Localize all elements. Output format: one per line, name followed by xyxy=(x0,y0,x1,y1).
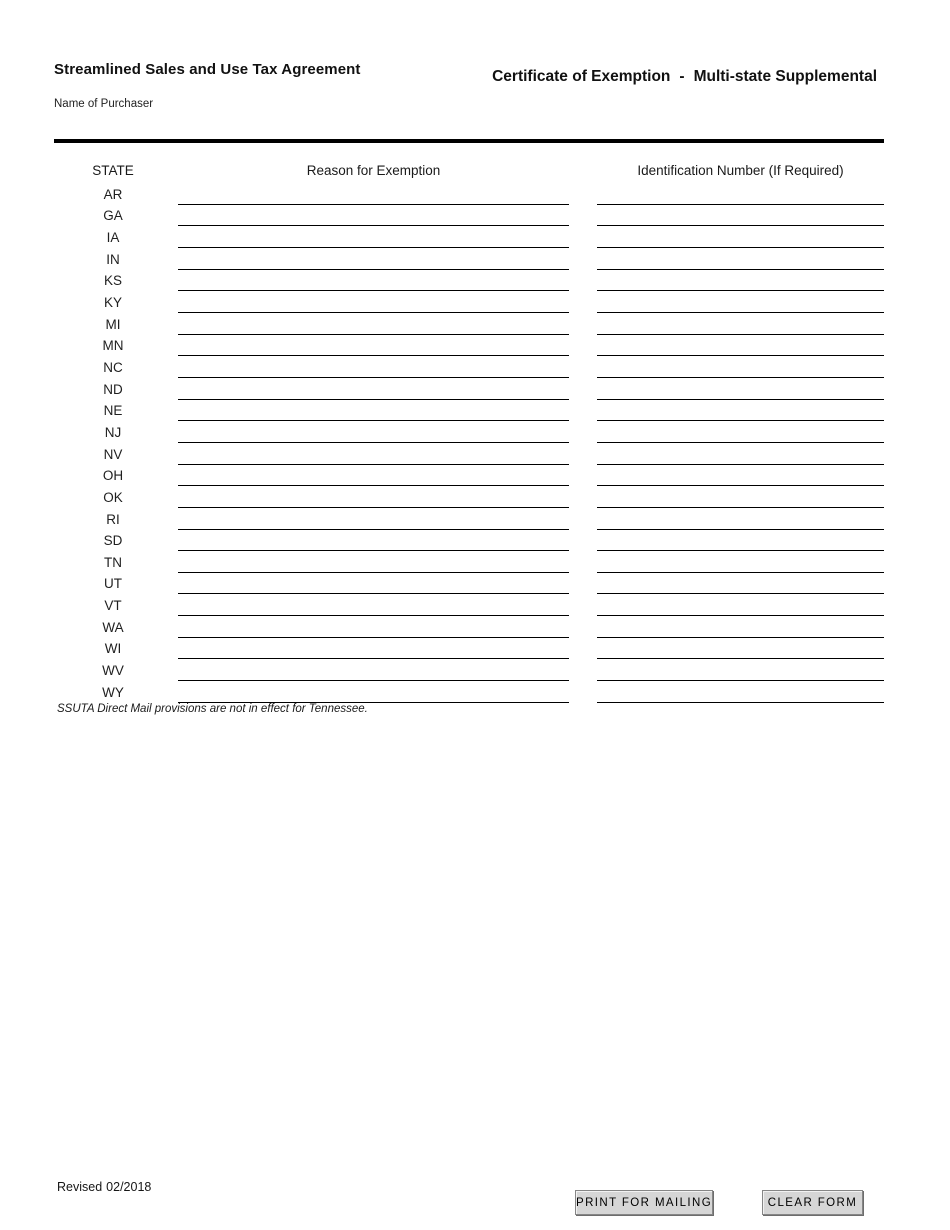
identification-number-input[interactable] xyxy=(597,272,884,291)
state-label: TN xyxy=(104,554,122,570)
reason-for-exemption-input[interactable] xyxy=(178,446,569,465)
reason-for-exemption-input[interactable] xyxy=(178,662,569,681)
identification-number-input[interactable] xyxy=(597,207,884,226)
state-label: AR xyxy=(103,186,123,202)
reason-for-exemption-input[interactable] xyxy=(178,316,569,335)
agreement-title: Streamlined Sales and Use Tax Agreement xyxy=(54,61,361,78)
identification-number-input[interactable] xyxy=(597,424,884,443)
state-label: IN xyxy=(106,251,120,267)
state-label: WY xyxy=(102,684,124,700)
reason-for-exemption-input[interactable] xyxy=(178,575,569,594)
name-of-purchaser-input[interactable] xyxy=(54,112,884,138)
revised-line xyxy=(57,1180,151,1194)
state-label: NV xyxy=(103,446,123,462)
reason-for-exemption-input[interactable] xyxy=(178,684,569,703)
state-label: OK xyxy=(103,489,123,505)
table-row xyxy=(54,248,884,270)
identification-number-input[interactable] xyxy=(597,532,884,551)
table-row xyxy=(54,486,884,508)
state-label: GA xyxy=(103,208,123,224)
identification-number-input[interactable] xyxy=(597,489,884,508)
table-row xyxy=(54,551,884,573)
reason-for-exemption-input[interactable] xyxy=(178,337,569,356)
state-label: IA xyxy=(106,229,120,245)
table-row xyxy=(54,594,884,616)
identification-number-input[interactable] xyxy=(597,662,884,681)
state-label: KY xyxy=(103,294,122,310)
form-title-separator: - xyxy=(679,68,685,85)
table-row xyxy=(54,573,884,595)
identification-number-input[interactable] xyxy=(597,467,884,486)
table-column-headers xyxy=(54,163,884,182)
reason-for-exemption-input[interactable] xyxy=(178,532,569,551)
reason-for-exemption-input[interactable] xyxy=(178,294,569,313)
table-row xyxy=(54,226,884,248)
reason-for-exemption-input[interactable] xyxy=(178,640,569,659)
state-label: WI xyxy=(104,641,122,657)
name-of-purchaser-label: Name of Purchaser xyxy=(54,98,154,110)
table-row xyxy=(54,530,884,552)
reason-for-exemption-input[interactable] xyxy=(178,489,569,508)
identification-number-input[interactable] xyxy=(597,337,884,356)
identification-number-input[interactable] xyxy=(597,446,884,465)
state-label: NJ xyxy=(104,424,122,440)
reason-for-exemption-input[interactable] xyxy=(178,186,569,205)
print-for-mailing-button[interactable]: PRINT FOR MAILING xyxy=(575,1190,713,1215)
form-title-subtitle: Multi-state Supplemental xyxy=(693,68,877,85)
identification-number-input[interactable] xyxy=(597,640,884,659)
state-label: NE xyxy=(103,403,123,419)
state-label: NC xyxy=(103,359,123,375)
reason-for-exemption-input[interactable] xyxy=(178,381,569,400)
revised-date: 02/2018 xyxy=(106,1180,152,1194)
identification-number-input[interactable] xyxy=(597,684,884,703)
reason-for-exemption-input[interactable] xyxy=(178,229,569,248)
identification-number-input[interactable] xyxy=(597,294,884,313)
state-label: ND xyxy=(103,381,123,397)
identification-number-input[interactable] xyxy=(597,186,884,205)
identification-number-input[interactable] xyxy=(597,229,884,248)
identification-number-input[interactable] xyxy=(597,316,884,335)
table-row xyxy=(54,356,884,378)
state-label: VT xyxy=(104,598,122,614)
table-row xyxy=(54,465,884,487)
table-row xyxy=(54,421,884,443)
identification-number-input[interactable] xyxy=(597,597,884,616)
reason-for-exemption-input[interactable] xyxy=(178,272,569,291)
identification-number-input[interactable] xyxy=(597,359,884,378)
form-title-main: Certificate of Exemption xyxy=(492,68,671,85)
reason-for-exemption-input[interactable] xyxy=(178,554,569,573)
table-row xyxy=(54,659,884,681)
column-header-identification-number: Identification Number (If Required) xyxy=(637,163,844,178)
column-header-reason: Reason for Exemption xyxy=(306,163,441,178)
state-label: WA xyxy=(102,619,124,635)
table-row xyxy=(54,291,884,313)
table-row xyxy=(54,400,884,422)
table-row xyxy=(54,681,884,703)
reason-for-exemption-input[interactable] xyxy=(178,424,569,443)
reason-for-exemption-input[interactable] xyxy=(178,597,569,616)
table-row xyxy=(54,378,884,400)
header-divider-rule xyxy=(54,139,884,143)
table-row xyxy=(54,205,884,227)
table-row xyxy=(54,335,884,357)
table-row xyxy=(54,183,884,205)
state-label: KS xyxy=(103,273,122,289)
table-row xyxy=(54,638,884,660)
identification-number-input[interactable] xyxy=(597,251,884,270)
state-label: SD xyxy=(103,533,123,549)
reason-for-exemption-input[interactable] xyxy=(178,467,569,486)
identification-number-input[interactable] xyxy=(597,381,884,400)
identification-number-input[interactable] xyxy=(597,575,884,594)
table-row xyxy=(54,270,884,292)
identification-number-input[interactable] xyxy=(597,619,884,638)
table-row xyxy=(54,313,884,335)
state-label: MN xyxy=(102,338,124,354)
state-label: UT xyxy=(104,576,122,592)
table-row xyxy=(54,443,884,465)
identification-number-input[interactable] xyxy=(597,402,884,421)
revised-label: Revised xyxy=(57,1180,103,1194)
clear-form-button[interactable]: CLEAR FORM xyxy=(762,1190,863,1215)
reason-for-exemption-input[interactable] xyxy=(178,619,569,638)
state-rows xyxy=(54,183,884,703)
state-label: MI xyxy=(105,316,121,332)
table-row xyxy=(54,508,884,530)
reason-for-exemption-input[interactable] xyxy=(178,207,569,226)
reason-for-exemption-input[interactable] xyxy=(178,402,569,421)
reason-for-exemption-input[interactable] xyxy=(178,511,569,530)
reason-for-exemption-input[interactable] xyxy=(178,251,569,270)
reason-for-exemption-input[interactable] xyxy=(178,359,569,378)
identification-number-input[interactable] xyxy=(597,554,884,573)
state-label: WV xyxy=(102,663,124,679)
identification-number-input[interactable] xyxy=(597,511,884,530)
state-label: OH xyxy=(102,468,124,484)
state-label: RI xyxy=(106,511,120,527)
table-row xyxy=(54,616,884,638)
form-title xyxy=(492,68,877,86)
direct-mail-note: SSUTA Direct Mail provisions are not in effect for Tennessee. xyxy=(57,703,368,715)
column-header-state: STATE xyxy=(92,163,134,178)
